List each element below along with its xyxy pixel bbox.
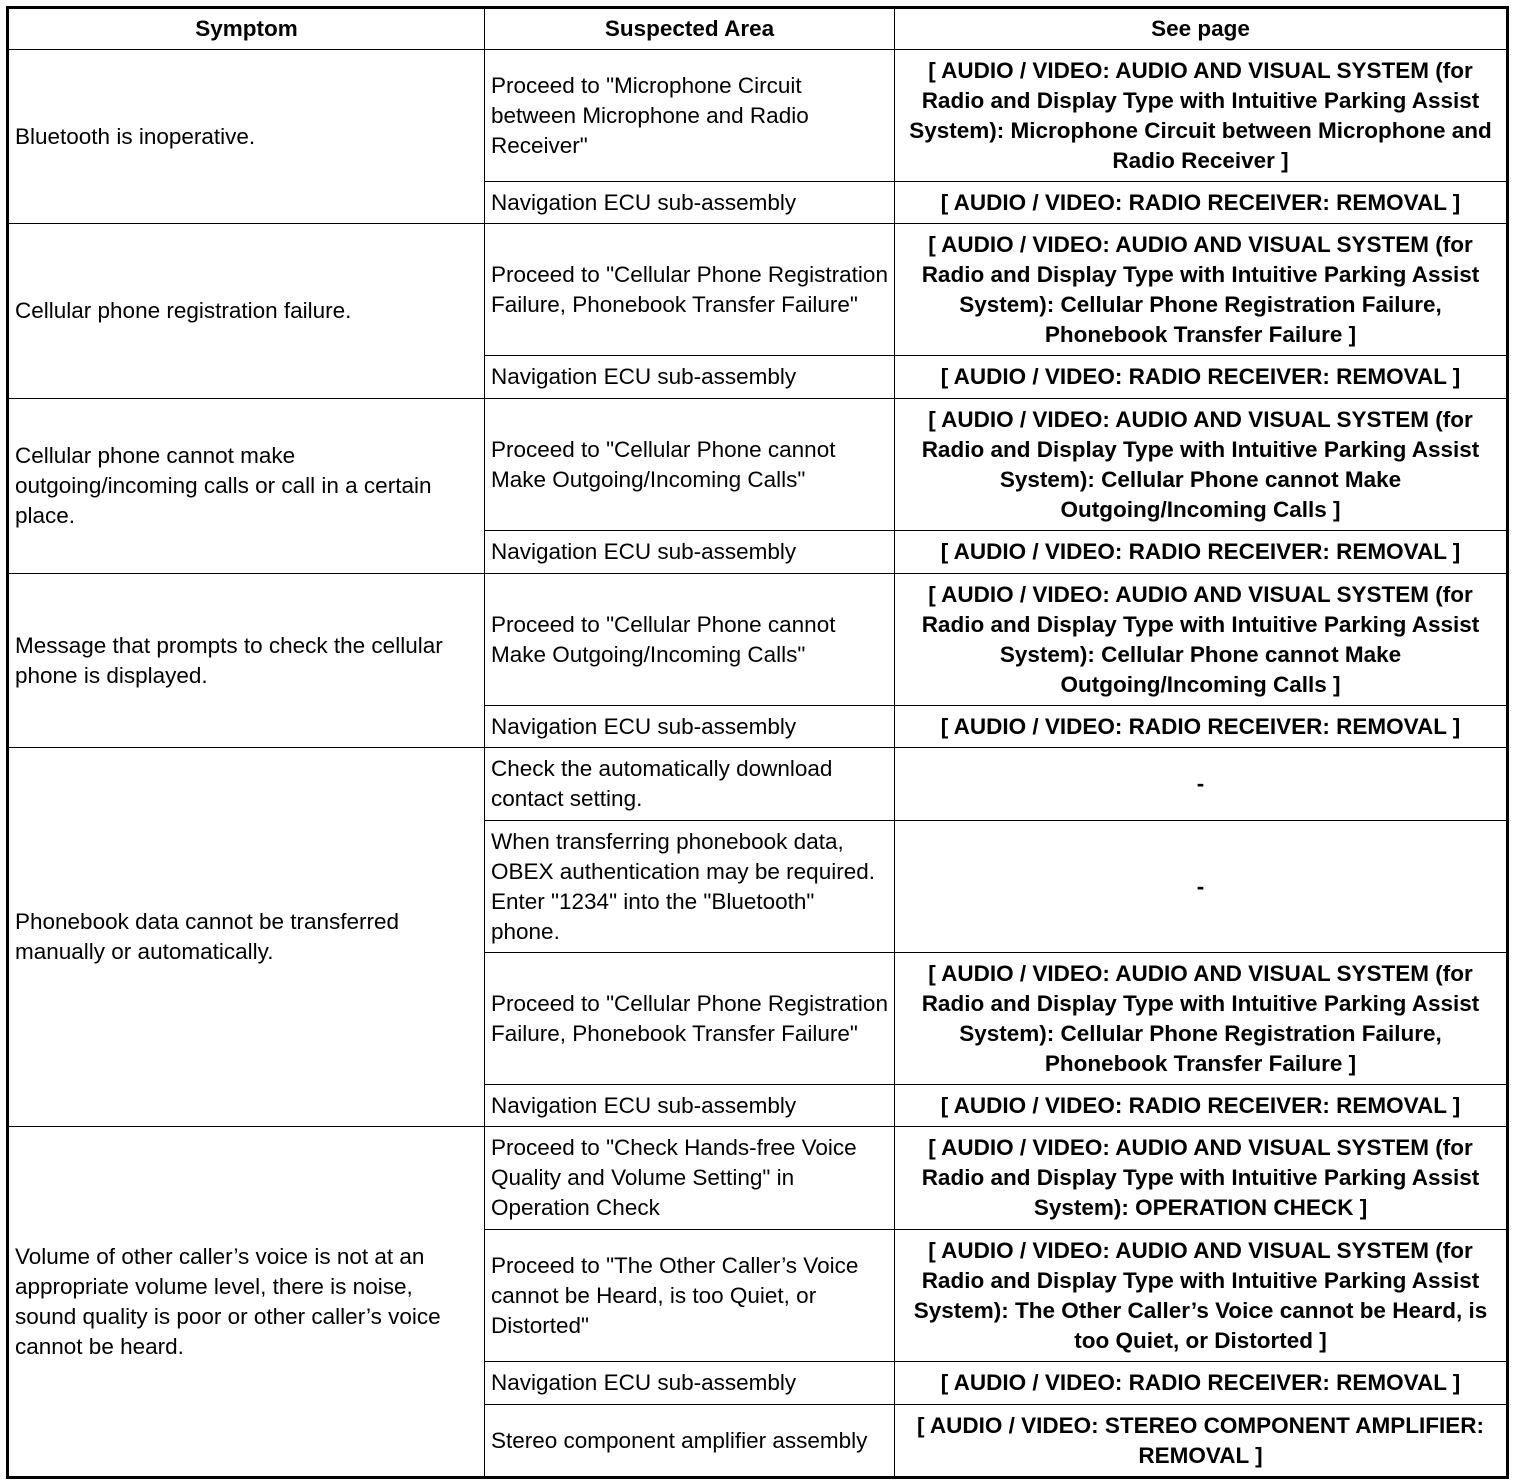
symptom-cell: Bluetooth is inoperative. — [8, 50, 485, 224]
suspected-area-cell: Navigation ECU sub-assembly — [485, 182, 895, 224]
troubleshooting-table — [6, 6, 1509, 1479]
suspected-area-cell: Proceed to "Cellular Phone cannot Make Outgoing/Incoming Calls" — [485, 574, 895, 706]
suspected-area-cell: Proceed to "Check Hands-free Voice Quality and Volume Setting" in Operation Check — [485, 1127, 895, 1230]
symptom-cell: Cellular phone cannot make outgoing/incoming calls or call in a certain place. — [8, 399, 485, 574]
see-page-cell: - — [895, 748, 1508, 821]
symptom-cell: Cellular phone registration failure. — [8, 224, 485, 399]
header-row — [8, 8, 1508, 50]
suspected-area-cell: Proceed to "Cellular Phone Registration Failure, Phonebook Transfer Failure" — [485, 224, 895, 356]
see-page-link[interactable]: [ AUDIO / VIDEO: RADIO RECEIVER: REMOVAL ] — [895, 706, 1508, 748]
suspected-area-cell: Navigation ECU sub-assembly — [485, 531, 895, 574]
symptom-cell: Phonebook data cannot be transferred manually or automatically. — [8, 748, 485, 1127]
see-page-link[interactable]: [ AUDIO / VIDEO: AUDIO AND VISUAL SYSTEM (for Radio and Display Type with Intuitive Parking Assist System): Cellular Phone Registration Failure, Phonebook Transfer Failure ] — [895, 953, 1508, 1085]
see-page-link[interactable]: [ AUDIO / VIDEO: AUDIO AND VISUAL SYSTEM (for Radio and Display Type with Intuitive Parking Assist System): Cellular Phone cannot Make Outgoing/Incoming Calls ] — [895, 399, 1508, 531]
table-row — [8, 399, 1508, 531]
suspected-area-cell: Stereo component amplifier assembly — [485, 1405, 895, 1478]
symptom-cell: Volume of other caller’s voice is not at an appropriate volume level, there is noise, sound quality is poor or other caller’s voice cannot be heard. — [8, 1127, 485, 1478]
suspected-area-cell: Proceed to "Microphone Circuit between Microphone and Radio Receiver" — [485, 50, 895, 182]
table-row — [8, 224, 1508, 356]
header-symptom: Symptom — [8, 8, 485, 50]
table-row — [8, 1127, 1508, 1230]
suspected-area-cell: Navigation ECU sub-assembly — [485, 356, 895, 399]
see-page-link[interactable]: [ AUDIO / VIDEO: RADIO RECEIVER: REMOVAL ] — [895, 356, 1508, 399]
see-page-link[interactable]: [ AUDIO / VIDEO: RADIO RECEIVER: REMOVAL ] — [895, 182, 1508, 224]
suspected-area-cell: Proceed to "The Other Caller’s Voice cannot be Heard, is too Quiet, or Distorted" — [485, 1230, 895, 1362]
header-suspected-area: Suspected Area — [485, 8, 895, 50]
suspected-area-cell: Navigation ECU sub-assembly — [485, 1085, 895, 1127]
header-see-page: See page — [895, 8, 1508, 50]
see-page-cell: - — [895, 821, 1508, 953]
see-page-link[interactable]: [ AUDIO / VIDEO: AUDIO AND VISUAL SYSTEM (for Radio and Display Type with Intuitive Parking Assist System): Microphone Circuit between Microphone and Radio Receiver ] — [895, 50, 1508, 182]
suspected-area-cell: Navigation ECU sub-assembly — [485, 706, 895, 748]
table-row — [8, 50, 1508, 182]
suspected-area-cell: When transferring phonebook data, OBEX authentication may be required. Enter "1234" into the "Bluetooth" phone. — [485, 821, 895, 953]
see-page-link[interactable]: [ AUDIO / VIDEO: RADIO RECEIVER: REMOVAL ] — [895, 1362, 1508, 1405]
symptom-cell: Message that prompts to check the cellular phone is displayed. — [8, 574, 485, 748]
see-page-link[interactable]: [ AUDIO / VIDEO: RADIO RECEIVER: REMOVAL ] — [895, 531, 1508, 574]
see-page-link[interactable]: [ AUDIO / VIDEO: RADIO RECEIVER: REMOVAL ] — [895, 1085, 1508, 1127]
see-page-link[interactable]: [ AUDIO / VIDEO: AUDIO AND VISUAL SYSTEM (for Radio and Display Type with Intuitive Parking Assist System): Cellular Phone cannot Make Outgoing/Incoming Calls ] — [895, 574, 1508, 706]
see-page-link[interactable]: [ AUDIO / VIDEO: AUDIO AND VISUAL SYSTEM (for Radio and Display Type with Intuitive Parking Assist System): The Other Caller’s Voice cannot be Heard, is too Quiet, or Distorted ] — [895, 1230, 1508, 1362]
see-page-link[interactable]: [ AUDIO / VIDEO: STEREO COMPONENT AMPLIFIER: REMOVAL ] — [895, 1405, 1508, 1478]
table-row — [8, 748, 1508, 821]
table-row — [8, 574, 1508, 706]
suspected-area-cell: Proceed to "Cellular Phone Registration Failure, Phonebook Transfer Failure" — [485, 953, 895, 1085]
suspected-area-cell: Check the automatically download contact setting. — [485, 748, 895, 821]
suspected-area-cell: Proceed to "Cellular Phone cannot Make Outgoing/Incoming Calls" — [485, 399, 895, 531]
suspected-area-cell: Navigation ECU sub-assembly — [485, 1362, 895, 1405]
see-page-link[interactable]: [ AUDIO / VIDEO: AUDIO AND VISUAL SYSTEM (for Radio and Display Type with Intuitive Parking Assist System): Cellular Phone Registration Failure, Phonebook Transfer Failure ] — [895, 224, 1508, 356]
see-page-link[interactable]: [ AUDIO / VIDEO: AUDIO AND VISUAL SYSTEM (for Radio and Display Type with Intuitive Parking Assist System): OPERATION CHECK ] — [895, 1127, 1508, 1230]
